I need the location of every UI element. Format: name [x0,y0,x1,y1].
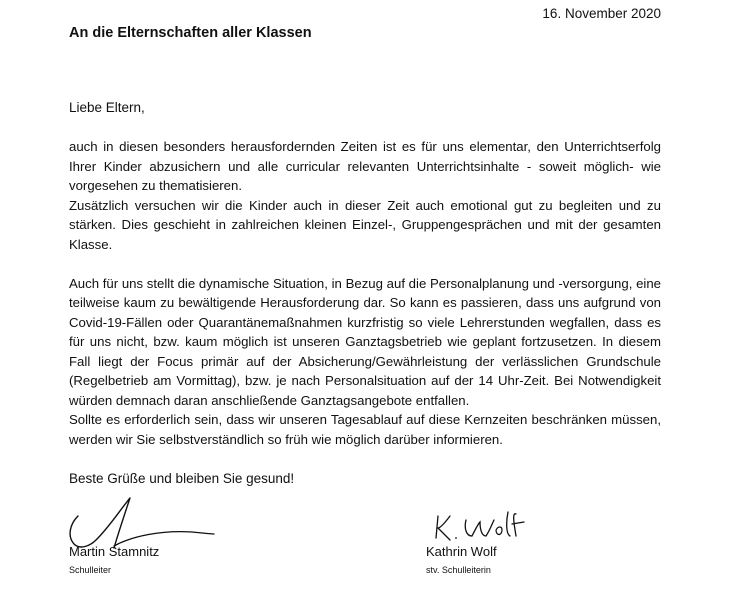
paragraph: Zusätzlich versuchen wir die Kinder auch in dieser Zeit auch emotional gut zu begleiten und zu stärken. Dies geschieht in zahlreichen kleinen Einzel-, Gruppengesprächen und mit der gesamten Klasse. [69,197,661,252]
paragraph: Auch für uns stellt die dynamische Situation, in Bezug auf die Personalplanung und -versorgung, eine teilweise kaum zu bewältigende Herausforderung dar. So kann es passieren, dass uns aufgrund von Covid-19-Fällen oder Quarantänemaßnahmen kurzfristig so viele Lehrerstunden wegfallen, dass es für uns nicht, bzw. kaum möglich ist unseren Ganztagsbetrieb wie geplant fortzusetzen. In diesem Fall liegt der Focus primär auf der Absicherung/Gewährleistung der verlässlichen Grundschule (Regelbetrieb am Vormittag), bzw. je nach Personalsituation auf der 14 Uhr-Zeit. Bei Notwendigkeit würden demnach daran anschließende Ganztagsangebote entfallen. [69,275,661,408]
paragraph: Sollte es erforderlich sein, dass wir unseren Tagesablauf auf diese Kernzeiten beschränken müssen, werden wir Sie selbstverständlich so früh wie möglich darüber informieren. [69,412,661,447]
signature-name-left: Martin Stamnitz [69,544,160,559]
paragraph-gap [69,254,661,274]
letter-recipient: An die Elternschaften aller Klassen [69,25,312,41]
closing-line: Beste Grüße und bleiben Sie gesund! [69,471,295,486]
paragraph: auch in diesen besonders herausfordernden Zeiten ist es für uns elementar, den Unterrichtserfolg Ihrer Kinder abzusichern und alle curricular relevanten Unterrichtsinhalte - soweit möglich- wie vorgesehen zu thematisieren. [69,139,661,193]
salutation: Liebe Eltern, [69,100,145,115]
signature-name-right: Kathrin Wolf [426,544,497,559]
signature-role-right: stv. Schulleiterin [426,565,491,575]
letter-body [69,137,661,449]
signature-role-left: Schulleiter [69,565,112,575]
signature-kathrin-wolf [432,508,532,544]
letter-date: 16. November 2020 [542,6,661,21]
